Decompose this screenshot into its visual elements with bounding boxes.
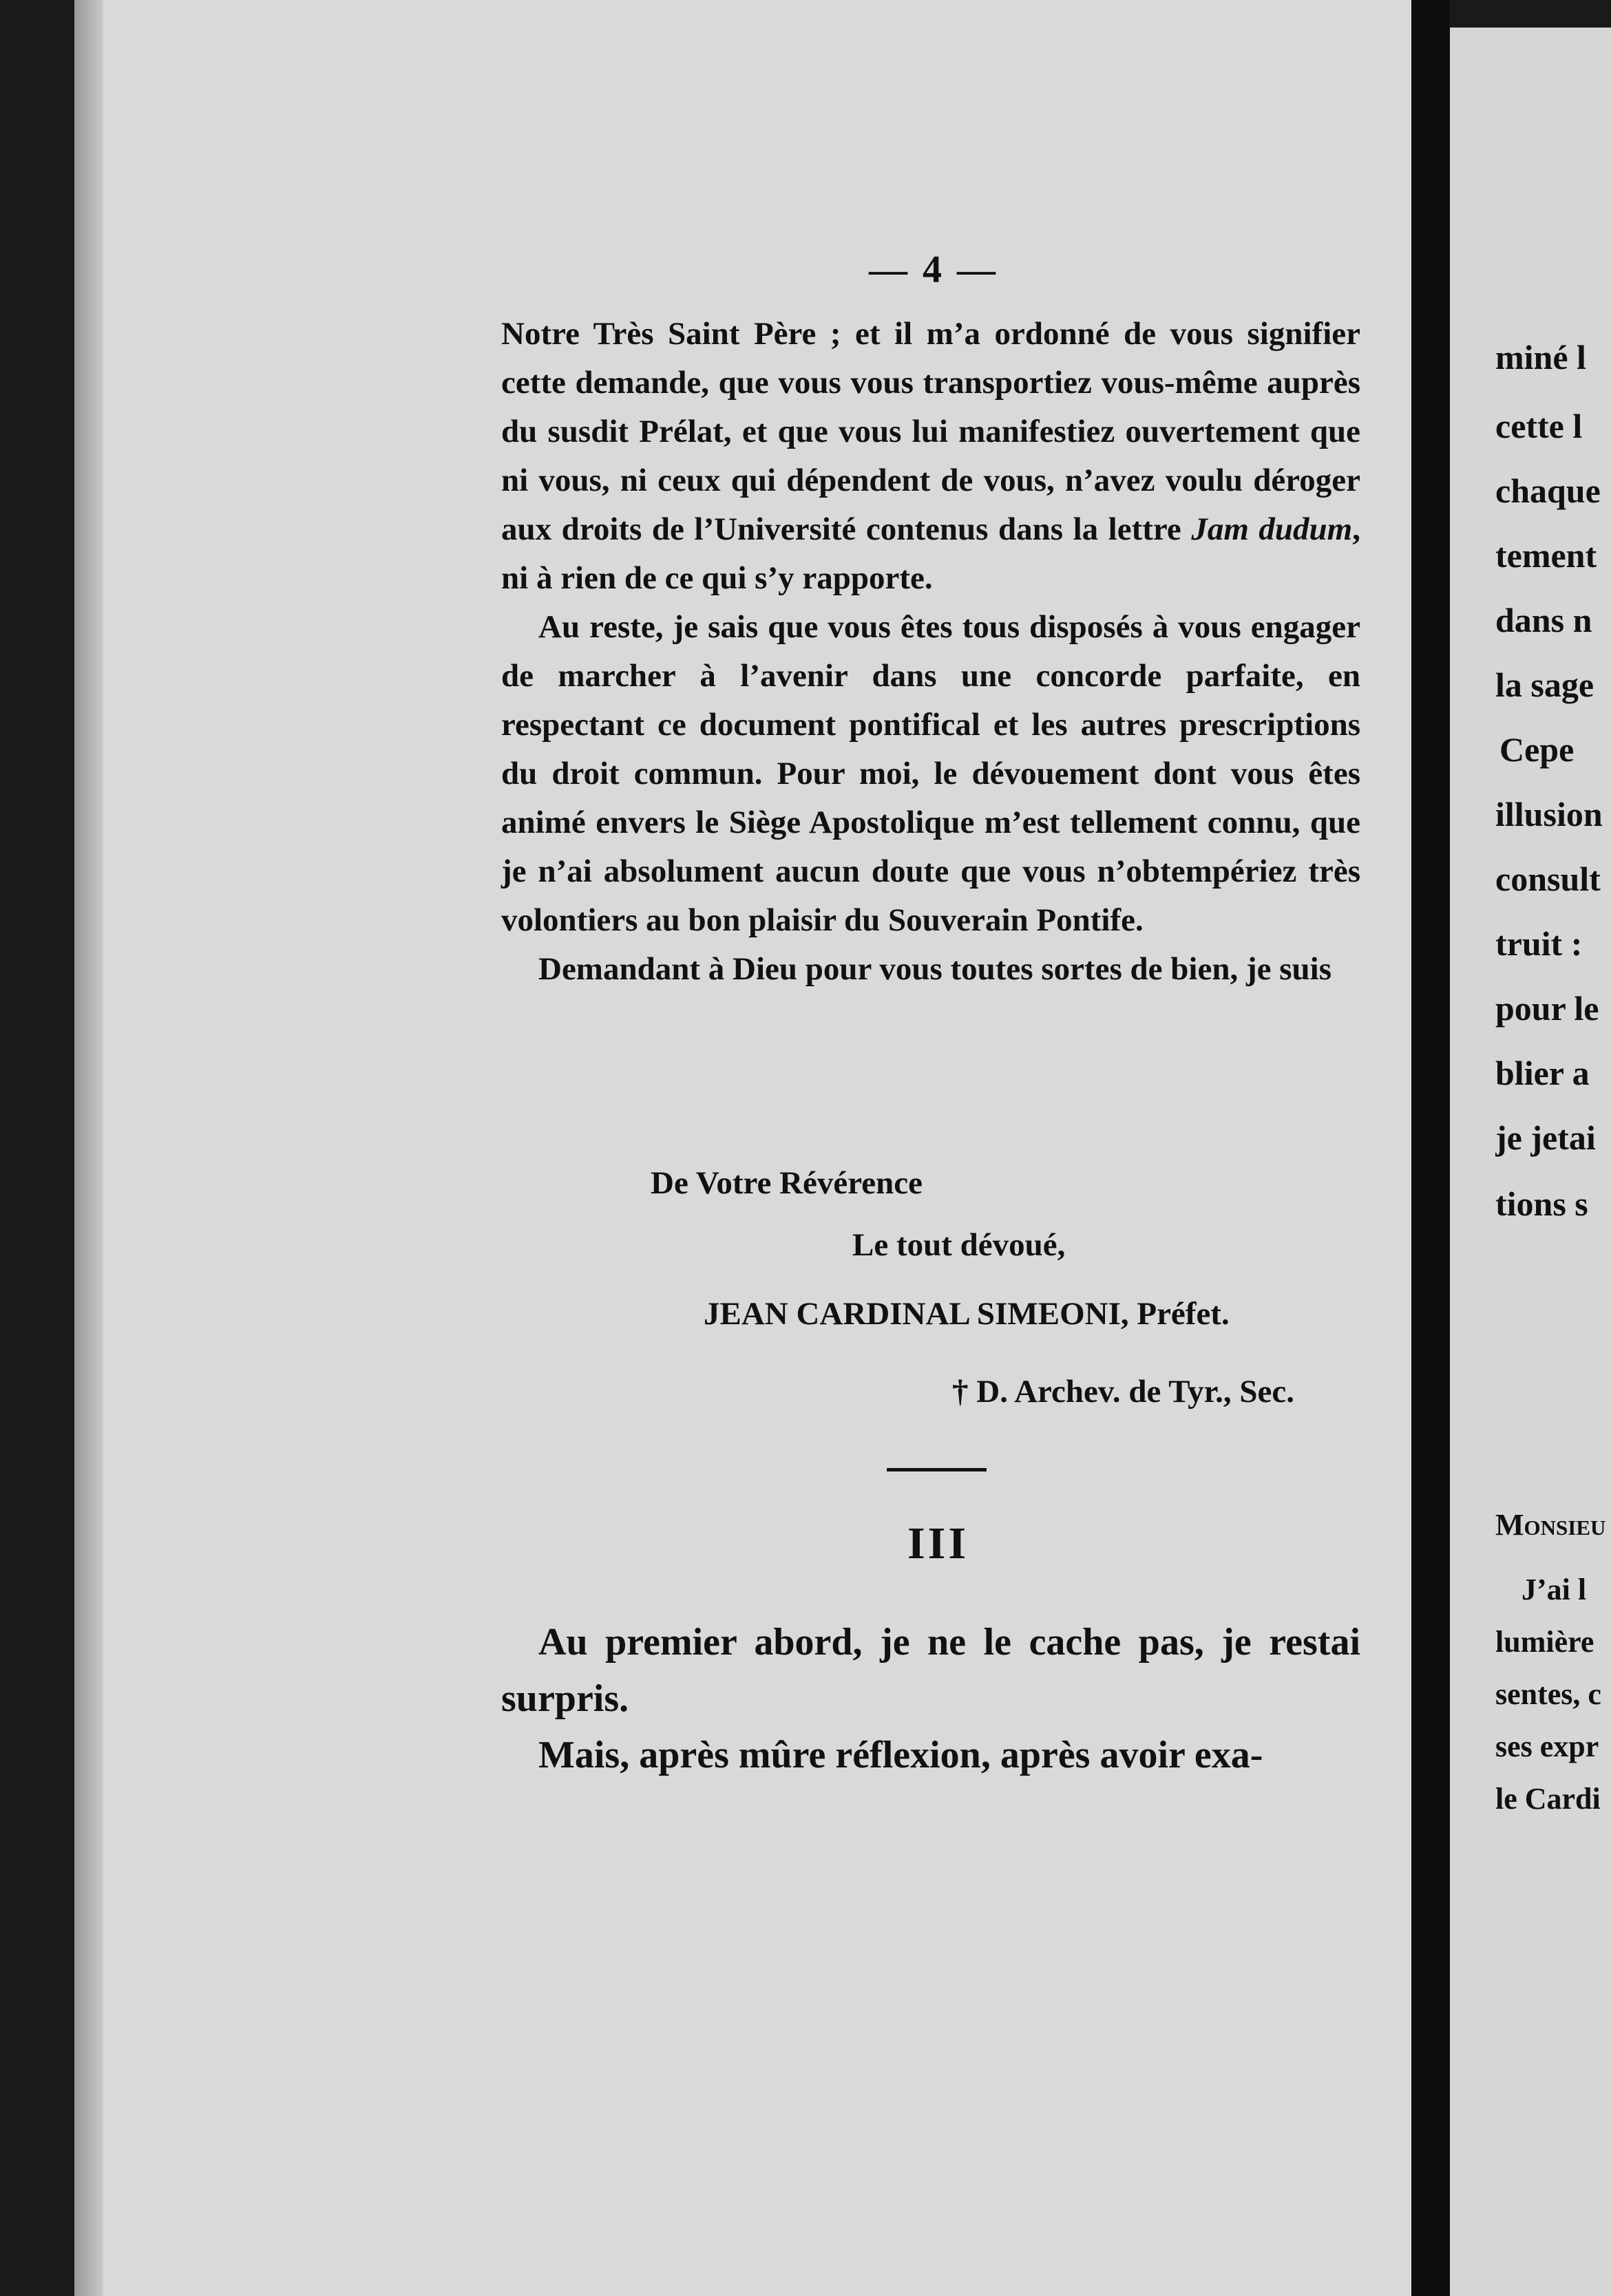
paragraph-1-italic: Jam dudum [1191,511,1353,547]
section-paragraph-1: Au premier abord, je ne le cache pas, je restai surpris. [501,1621,1360,1720]
letter-body [501,310,1360,994]
right-fragment: illusion [1495,795,1603,833]
closing-salutation: De Votre Révérence [651,1165,923,1201]
section-divider [887,1468,987,1471]
right-fragment: chaque [1495,471,1601,510]
left-page-edge [74,0,107,2296]
right-fragment: Cepe [1499,730,1575,769]
right-fragment: tement [1495,536,1597,575]
right-fragment: blier a [1495,1054,1590,1092]
right-fragment: ses expr [1495,1730,1599,1763]
book-gutter [1411,0,1450,2296]
secretary-line: † D. Archev. de Tyr., Sec. [952,1374,1294,1410]
right-fragment: la sage [1495,666,1594,704]
right-fragment: tions s [1495,1184,1588,1223]
right-fragment: sentes, c [1495,1677,1601,1711]
paragraph-2: Au reste, je sais que vous êtes tous disposés à vous engager de marcher à l’avenir dans une concorde parfaite, en respectant ce document pontifical et les autres prescriptions du droit commun. Pour moi, le dévouement dont vous êtes animé envers le Siège Apostolique m’est tellement connu, que je n’ai absolument aucun doute que vous n’obtempériez très volontiers au bon plaisir du Souverain Pontife. [501,609,1360,938]
section-paragraph-2: Mais, après mûre réflexion, après avoir exa- [538,1734,1263,1776]
closing-devoted: Le tout dévoué, [852,1227,1066,1263]
signature: JEAN CARDINAL SIMEONI, Préfet. [704,1296,1230,1332]
right-fragment: pour le [1495,989,1599,1028]
right-fragment: miné l [1495,338,1586,376]
section-body [501,1614,1360,1783]
right-fragment: dans n [1495,601,1592,639]
right-fragment: truit : [1495,924,1583,963]
paragraph-1-text-b: , ni à rien de ce qui s’y rapporte. [501,511,1360,596]
right-fragment: je jetai [1495,1118,1596,1157]
right-fragment: Monsieu [1495,1508,1606,1542]
right-fragment: lumière [1495,1625,1594,1659]
right-fragment: J’ai l [1522,1573,1587,1606]
right-fragment: le Cardi [1495,1782,1601,1816]
page-number: — 4 — [869,248,998,291]
section-heading: III [907,1518,969,1569]
right-fragment: cette l [1495,407,1583,445]
right-fragment: consult [1495,860,1601,898]
paragraph-3: Demandant à Dieu pour vous toutes sortes de bien, je suis [538,951,1332,987]
paragraph-1-text-a: Notre Très Saint Père ; et il m’a ordonné de vous signifier cette demande, que vous vous transportiez vous-même auprès du susdit Prélat, et que vous lui manifestiez ouvertement que ni vous, ni ceux qui dépendent de vous, n’avez voulu déroger aux droits de l’Université contenus dans la lettre [501,316,1360,547]
paragraph-1 [501,310,1360,603]
